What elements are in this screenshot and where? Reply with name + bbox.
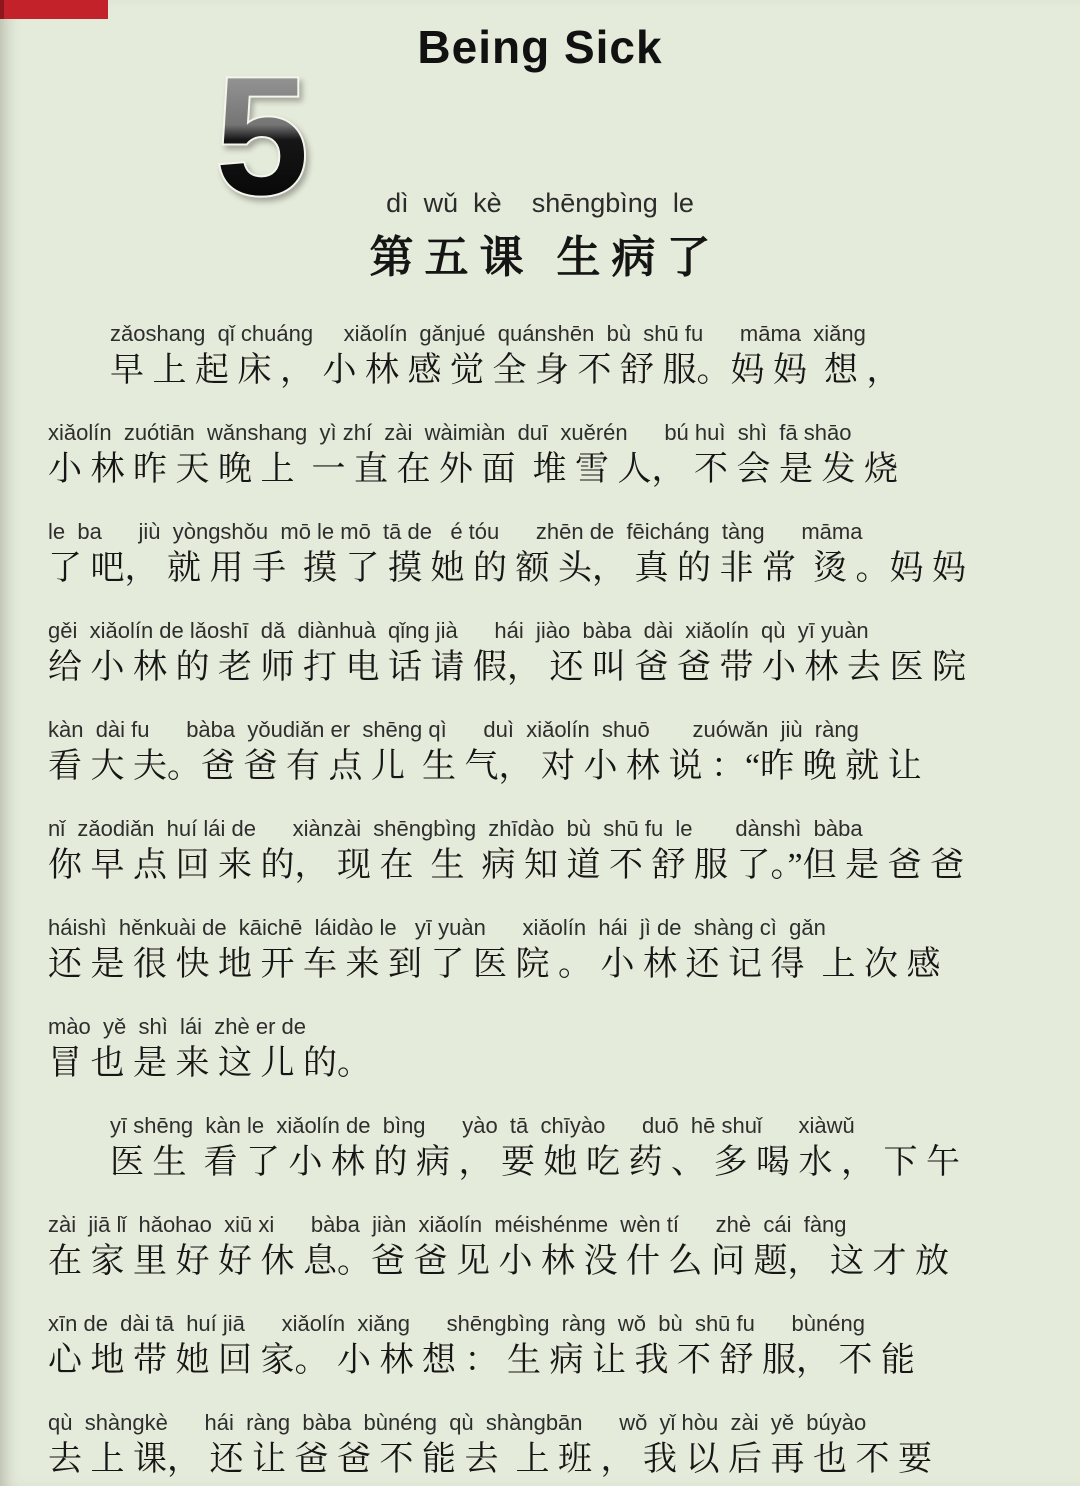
text-line-pair xyxy=(48,394,1032,493)
hanzi-line: 看 大 夫。爸 爸 有 点 儿 生 气， 对 小 林 说 ：“昨 晚 就 让 xyxy=(48,748,922,785)
pinyin-line: gěi xiǎolín de lǎoshī dǎ diànhuà qǐng jià hái jiào bàba dài xiǎolín qù yī yuàn xyxy=(48,618,869,643)
hanzi-line: 去 上 课， 还 让 爸 爸 不 能 去 上 班 ， 我 以 后 再 也 不 要 xyxy=(48,1441,932,1478)
lesson-number-graphic xyxy=(192,60,332,215)
hanzi-line: 小 林 昨 天 晚 上 一 直 在 外 面 堆 雪 人， 不 会 是 发 烧 xyxy=(48,451,898,488)
text-line-pair xyxy=(48,493,1032,592)
page-title: Being Sick xyxy=(417,21,663,73)
pinyin-line: kàn dài fu bàba yǒudiǎn er shēng qì duì xiǎolín shuō zuówǎn jiù ràng xyxy=(48,717,859,742)
hanzi-line: 给 小 林 的 老 师 打 电 话 请 假， 还 叫 爸 爸 带 小 林 去 医 院 xyxy=(48,649,966,686)
pinyin-line: zǎoshang qǐ chuáng xiǎolín gǎnjué quánshēn bù shū fu māma xiǎng xyxy=(110,321,866,346)
hanzi-line: 早 上 起 床 ， 小 林 感 觉 全 身 不 舒 服。妈 妈 想 ， xyxy=(110,352,901,389)
lesson-body xyxy=(0,295,1080,1483)
text-line-pair xyxy=(48,1285,1032,1384)
text-line-pair xyxy=(48,592,1032,691)
text-line-pair xyxy=(48,889,1032,988)
text-line-pair xyxy=(48,295,1032,394)
pinyin-line: xīn de dài tā huí jiā xiǎolín xiǎng shēngbìng ràng wǒ bù shū fu bùnéng xyxy=(48,1311,865,1336)
pinyin-line: yī shēng kàn le xiǎolín de bìng yào tā chīyào duō hē shuǐ xiàwǔ xyxy=(110,1113,855,1138)
text-line-pair xyxy=(48,691,1032,790)
hanzi-line: 在 家 里 好 好 休 息。爸 爸 见 小 林 没 什 么 问 题， 这 才 放 xyxy=(48,1243,949,1280)
pinyin-line: mào yě shì lái zhè er de xyxy=(48,1014,307,1039)
hanzi-line: 医 生 看 了 小 林 的 病 ， 要 她 吃 药 、 多 喝 水 ， 下 午 xyxy=(110,1144,960,1181)
lesson-heading xyxy=(0,188,1080,285)
pinyin-line: zài jiā lǐ hǎohao xiū xi bàba jiàn xiǎolín méishénme wèn tí zhè cái fàng xyxy=(48,1212,847,1237)
corner-accent-ribbon xyxy=(0,0,108,19)
text-line-pair xyxy=(48,790,1032,889)
hanzi-line: 心 地 带 她 回 家。 小 林 想 ： 生 病 让 我 不 舒 服， 不 能 xyxy=(48,1342,915,1379)
text-line-pair xyxy=(48,1384,1032,1483)
pinyin-line: qù shàngkè hái ràng bàba bùnéng qù shàngbān wǒ yǐ hòu zài yě búyào xyxy=(48,1410,867,1435)
text-line-pair xyxy=(48,1087,1032,1186)
text-line-pair xyxy=(48,988,1032,1087)
lesson-number-svg xyxy=(192,60,332,210)
hanzi-line: 冒 也 是 来 这 儿 的。 xyxy=(48,1045,371,1082)
text-line-pair xyxy=(48,1186,1032,1285)
pinyin-line: háishì hěnkuài de kāichē láidào le yī yuàn xiǎolín hái jì de shàng cì gǎn xyxy=(48,915,826,940)
lesson-heading-hanzi: 第 五 课 生 病 了 xyxy=(369,233,711,282)
hanzi-line: 还 是 很 快 地 开 车 来 到 了 医 院 。 小 林 还 记 得 上 次 感 xyxy=(48,946,941,983)
lesson-heading-pinyin: dì wǔ kè shēngbìng le xyxy=(386,188,694,218)
pinyin-line: nǐ zǎodiǎn huí lái de xiànzài shēngbìng zhīdào bù shū fu le dànshì bàba xyxy=(48,816,863,841)
hanzi-line: 你 早 点 回 来 的， 现 在 生 病 知 道 不 舒 服 了。”但 是 爸 爸 xyxy=(48,847,965,884)
hanzi-line: 了 吧， 就 用 手 摸 了 摸 她 的 额 头， 真 的 非 常 烫 。妈 妈 xyxy=(48,550,966,587)
lesson-number: 5 xyxy=(215,60,309,210)
pinyin-line: xiǎolín zuótiān wǎnshang yì zhí zài wàimiàn duī xuěrén bú huì shì fā shāo xyxy=(48,420,852,445)
pinyin-line: le ba jiù yòngshǒu mō le mō tā de é tóu zhēn de fēicháng tàng māma xyxy=(48,519,863,544)
